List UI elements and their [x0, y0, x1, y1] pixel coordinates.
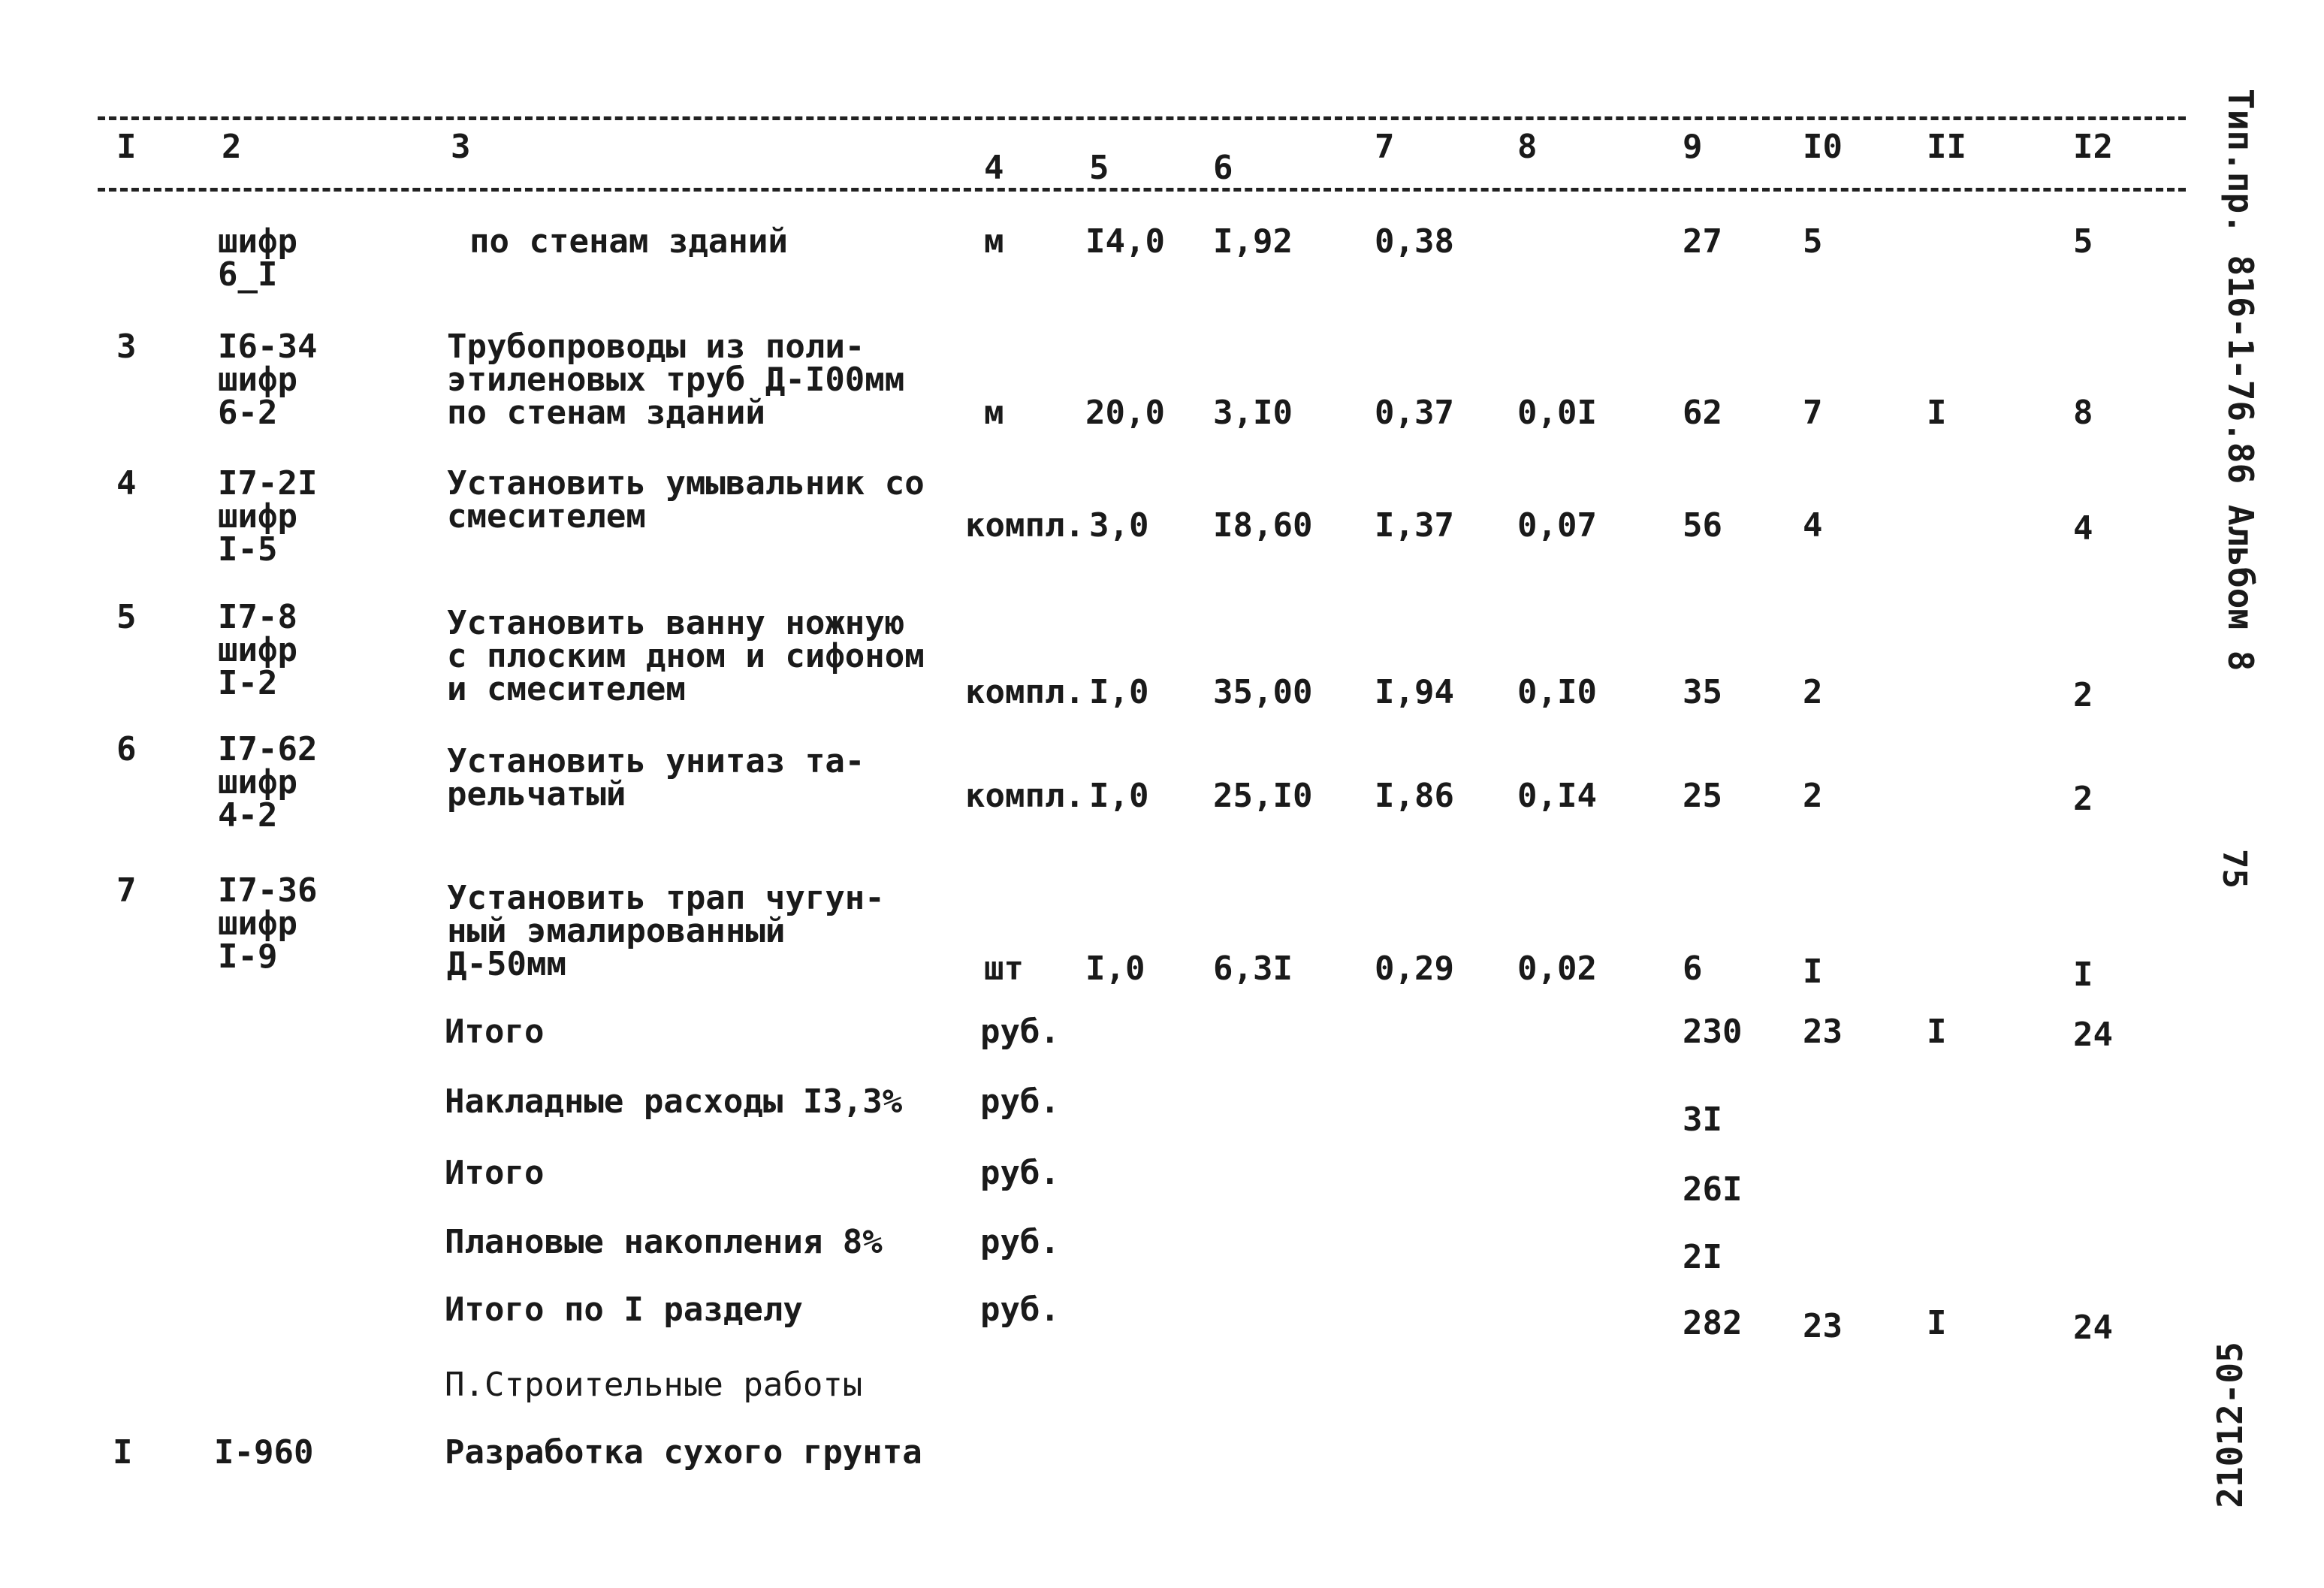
col9-cell: 26I: [1683, 1170, 1743, 1209]
unit-cell: м: [984, 394, 1004, 432]
col-header-2: 2: [222, 128, 242, 166]
code-cell: I7-62 шифр 4-2: [218, 730, 318, 835]
unit-cell: компл.: [965, 777, 1085, 815]
col7-cell: 0,29: [1375, 949, 1454, 988]
margin-page-number: 75: [2215, 849, 2253, 889]
section-heading: П.Строительные работы: [445, 1366, 863, 1404]
col12-cell: 2: [2073, 676, 2093, 714]
code-cell: I6-34 шифр 6-2: [218, 328, 318, 432]
description-cell: Установить умывальник со смесителем: [447, 464, 925, 536]
col11-cell: I: [1927, 1304, 1947, 1342]
col12-cell: 8: [2073, 394, 2093, 432]
code-cell: I7-8 шифр I-2: [218, 598, 297, 702]
totals-label: Итого: [445, 1154, 545, 1192]
code-cell: I7-36 шифр I-9: [218, 871, 318, 976]
col5-cell: I,0: [1085, 949, 1145, 988]
col10-cell: 23: [1803, 1013, 1843, 1051]
col10-cell: 2: [1803, 777, 1823, 815]
unit-cell: компл.: [965, 673, 1085, 711]
row-number: 4: [116, 464, 137, 503]
col7-cell: 0,38: [1375, 222, 1454, 261]
totals-label: Итого: [445, 1013, 545, 1051]
col5-cell: I,0: [1089, 777, 1149, 815]
col10-cell: 4: [1803, 506, 1823, 545]
unit-cell: компл.: [965, 506, 1085, 545]
col9-cell: 25: [1683, 777, 1722, 815]
col7-cell: I,94: [1375, 673, 1454, 711]
col12-cell: I: [2073, 956, 2093, 994]
col9-cell: 6: [1683, 949, 1703, 988]
col10-cell: 2: [1803, 673, 1823, 711]
margin-code: 21012-05: [2209, 1342, 2250, 1508]
row-number: 3: [116, 328, 137, 366]
col7-cell: I,86: [1375, 777, 1454, 815]
totals-label: Итого по I разделу: [445, 1291, 803, 1329]
totals-label: Накладные расходы I3,3%: [445, 1082, 903, 1121]
col9-cell: 62: [1683, 394, 1722, 432]
totals-unit: руб.: [980, 1082, 1060, 1121]
totals-unit: руб.: [980, 1013, 1060, 1051]
row-number: 7: [116, 871, 137, 910]
col-header-1: I: [116, 128, 137, 166]
col9-cell: 282: [1683, 1304, 1743, 1342]
totals-unit: руб.: [980, 1291, 1060, 1329]
col9-cell: 2I: [1683, 1238, 1722, 1276]
row-number: 6: [116, 730, 137, 768]
header-top-rule: [98, 116, 2186, 120]
description-cell: по стенам зданий: [469, 222, 788, 261]
col12-cell: 2: [2073, 780, 2093, 818]
col9-cell: 35: [1683, 673, 1722, 711]
col-header-3: 3: [451, 128, 471, 166]
unit-cell: шт: [984, 949, 1024, 988]
code-cell: I-960: [214, 1433, 314, 1472]
totals-unit: руб.: [980, 1223, 1060, 1261]
col12-cell: 5: [2073, 222, 2093, 261]
col5-cell: 3,0: [1089, 506, 1149, 545]
margin-title: Тип.пр. 816-1-76.86 Альбом 8: [2220, 89, 2261, 672]
col8-cell: 0,0I: [1517, 394, 1597, 432]
description-cell: Установить трап чугун- ный эмалированный Д-50мм: [447, 879, 885, 983]
col5-cell: I,0: [1089, 673, 1149, 711]
col-header-7: 7: [1375, 128, 1395, 166]
code-cell: I7-2I шифр I-5: [218, 464, 318, 569]
totals-unit: руб.: [980, 1154, 1060, 1192]
col11-cell: I: [1927, 1013, 1947, 1051]
row-number: 5: [116, 598, 137, 636]
col-header-11: II: [1927, 128, 1966, 166]
col-header-4: 4: [984, 149, 1004, 187]
col8-cell: 0,02: [1517, 949, 1597, 988]
col8-cell: 0,I4: [1517, 777, 1597, 815]
col5-cell: 20,0: [1085, 394, 1165, 432]
col8-cell: 0,07: [1517, 506, 1597, 545]
description-cell: Установить ванну ножную с плоским дном и сифоном и смесителем: [447, 604, 925, 708]
col7-cell: 0,37: [1375, 394, 1454, 432]
col9-cell: 56: [1683, 506, 1722, 545]
col12-cell: 24: [2073, 1309, 2113, 1347]
description-cell: Трубопроводы из поли- этиленовых труб Д-I00мм по стенам зданий: [447, 328, 905, 432]
col6-cell: 6,3I: [1213, 949, 1293, 988]
col-header-5: 5: [1089, 149, 1109, 187]
col9-cell: 27: [1683, 222, 1722, 261]
col6-cell: I,92: [1213, 222, 1293, 261]
col9-cell: 3I: [1683, 1100, 1722, 1139]
col6-cell: 3,I0: [1213, 394, 1293, 432]
row-number: I: [113, 1433, 133, 1472]
col11-cell: I: [1927, 394, 1947, 432]
col12-cell: 4: [2073, 509, 2093, 548]
col10-cell: 5: [1803, 222, 1823, 261]
col6-cell: 35,00: [1213, 673, 1313, 711]
unit-cell: м: [984, 222, 1004, 261]
col-header-10: I0: [1803, 128, 1843, 166]
col10-cell: 7: [1803, 394, 1823, 432]
col10-cell: I: [1803, 952, 1823, 991]
col10-cell: 23: [1803, 1307, 1843, 1345]
col-header-12: I2: [2073, 128, 2113, 166]
header-bottom-rule: [98, 188, 2186, 192]
totals-label: Плановые накопления 8%: [445, 1223, 883, 1261]
col6-cell: I8,60: [1213, 506, 1313, 545]
col-header-9: 9: [1683, 128, 1703, 166]
col5-cell: I4,0: [1085, 222, 1165, 261]
col-header-8: 8: [1517, 128, 1538, 166]
code-cell: шифр 6_I: [218, 222, 297, 294]
col9-cell: 230: [1683, 1013, 1743, 1051]
col12-cell: 24: [2073, 1016, 2113, 1054]
col7-cell: I,37: [1375, 506, 1454, 545]
col8-cell: 0,I0: [1517, 673, 1597, 711]
col6-cell: 25,I0: [1213, 777, 1313, 815]
col-header-6: 6: [1213, 149, 1233, 187]
description-cell: Установить унитаз та- рельчатый: [447, 742, 865, 814]
description-cell: Разработка сухого грунта: [445, 1433, 922, 1472]
